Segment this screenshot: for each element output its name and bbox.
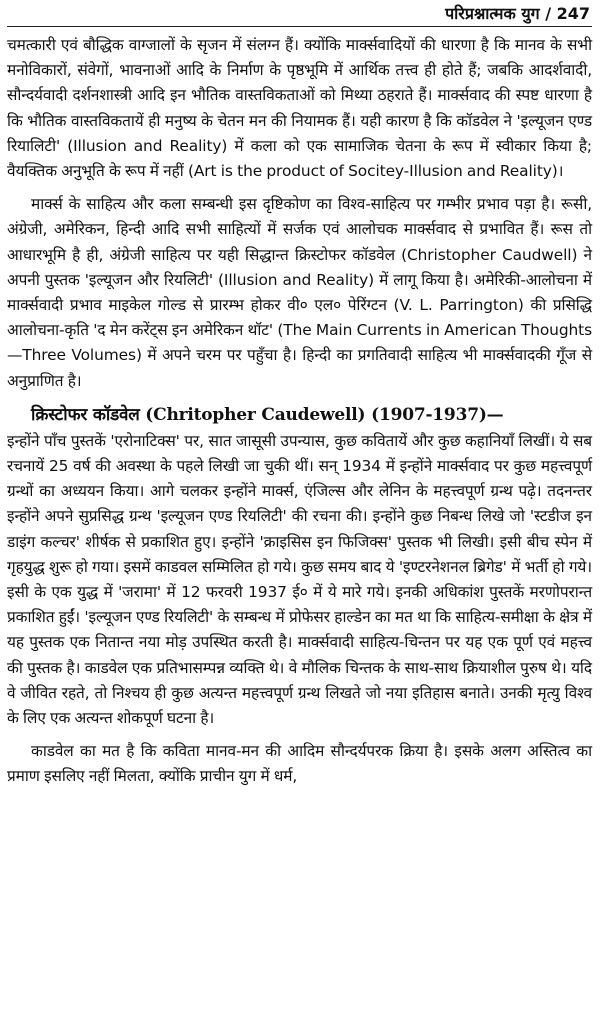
section-heading — [7, 402, 592, 429]
paragraph-1: चमत्कारी एवं बौद्धिक वाग्जालों के सृजन में संलग्न हैं। क्योंकि मार्क्सवादियों की धारणा है कि मानव के सभी मनोविकारों, संवेगों, भावनाओं आदि के निर्माण के पृष्ठभूमि में आर्थिक तत्त्व ही होते हैं; जबकि आदर्शवादी, सौन्दर्यवादी दर्शनशास्त्री आदि इन भौतिक वास्तविकताओं को मिथ्या ठहराते हैं। मार्क्सवाद की स्पष्ट धारणा है कि भौतिक वास्तविकतायें ही मनुष्य के चेतन मन की नियामक हैं। यही कारण है कि कॉडवेल ने 'इल्यूजन एण्ड रियालिटी' (Illusion and Reality) में कला को एक सामाजिक चेतना के रूप में स्वीकार किया है; वैयक्तिक अनुभूति के रूप में नहीं (Art is the product of Socitey-Illusion and Reality)। — [7, 36, 592, 181]
running-title: परिप्रश्नात्मक युग — [445, 4, 540, 23]
paragraph-2: मार्क्स के साहित्य और कला सम्बन्धी इस दृष्टिकोण का विश्व-साहित्य पर गम्भीर प्रभाव पड़ा है। रूसी, अंग्रेजी, अमेरिकन, हिन्दी आदि सभी साहित्यों में सर्जक एवं आलोचक मार्क्सवाद से प्रभावित हैं। रूस तो आधारभूमि है ही, अंग्रेजी साहित्य पर यही सिद्धान्त क्रिस्टोफर कॉडवेल (Christopher Caudwell) ने अपनी पुस्तक 'इल्यूजन और रियलिटी' (Illusion and Reality) में लागू किया है। अमेरिकी-आलोचना में मार्क्सवादी प्रभाव माइकेल गोल्ड से प्रारम्भ होकर वी० एल० पेरिंग्टन (V. L. Parrington) की प्रसिद्धि आलोचना-कृति 'द मेन करेंट्स इन अमेरिकन थॉट' (The Main Currents in American Thoughts—Three Volumes) में अपने चरम पर पहुँचा है। हिन्दी का प्रगतिवादी साहित्य भी मार्क्सवादकी गूँज से अनुप्राणित है। — [7, 195, 592, 390]
closing-paragraph: काडवेल का मत है कि कविता मानव-मन की आदिम सौन्दर्यपरक क्रिया है। इसके अलग अस्तित्व का प्रमाण इसलिए नहीं मिलता, क्योंकि प्राचीन युग में धर्म, — [7, 742, 592, 786]
section-heading-hindi: क्रिस्टोफर कॉडवेल — [31, 404, 140, 425]
running-header — [7, 0, 592, 27]
section-body: इन्होंने पाँच पुस्तकें 'एरोनाटिक्स' पर, सात जासूसी उपन्यास, कुछ कवितायें और कुछ कहानियाँ लिखीं। ये सब रचनायें 25 वर्ष की अवस्था के पहले लिखी जा चुकी थीं। सन् 1934 में इन्होंने मार्क्सवाद पर कुछ महत्त्वपूर्ण ग्रन्थों का अध्ययन किया। आगे चलकर इन्होंने मार्क्स, एंजिल्स और लेनिन के महत्त्वपूर्ण ग्रन्थ पढ़े। तदनन्तर इन्होंने अपने सुप्रसिद्ध ग्रन्थ 'इल्यूजन एण्ड रियलिटी' की रचना की। इन्होंने कुछ निबन्ध लिखे जो 'स्टडीज इन डाइंग कल्चर' शीर्षक से प्रकाशित हुए। इन्होंने 'क्राइसिस इन फिजिक्स' पुस्तक भी लिखी। इसी बीच स्पेन में गृहयुद्ध शुरू हो गया। इसमें काडवल सम्मिलित हो गये। कुछ समय बाद ये 'इण्टरनेशनल ब्रिगेड' में भर्ती हो गये। इसी के एक युद्ध में 'जरामा' में 12 फरवरी 1937 ई० में ये मारे गये। इनकी अधिकांश पुस्तकें मरणोपरान्त प्रकाशित हुईं। 'इल्यूजन एण्ड रियलिटी' के सम्बन्ध में प्रोफेसर हाल्डेन का मत था कि साहित्य-समीक्षा के क्षेत्र में यह पुस्तक एक नितान्त नया मोड़ उपस्थित करती है। मार्क्सवादी साहित्य-चिन्तन पर यह एक पूर्ण एवं महत्त्व की पुस्तक है। काडवेल एक प्रतिभासम्पन्न व्यक्ति थे। वे मौलिक चिन्तक के साथ-साथ क्रियाशील पुरुष थे। यदि वे जीवित रहते, तो निश्चय ही कुछ अत्यन्त महत्त्वपूर्ण ग्रन्थ लिखते जो नया इतिहास बनाते। उनकी मृत्यु विश्व के लिए एक अत्यन्त शोकपूर्ण घटना है। — [7, 431, 592, 728]
section-heading-english: (Chritopher Caudewell) (1907-1937)— — [145, 404, 504, 425]
page-body — [7, 27, 592, 790]
page-number: / 247 — [545, 3, 590, 23]
